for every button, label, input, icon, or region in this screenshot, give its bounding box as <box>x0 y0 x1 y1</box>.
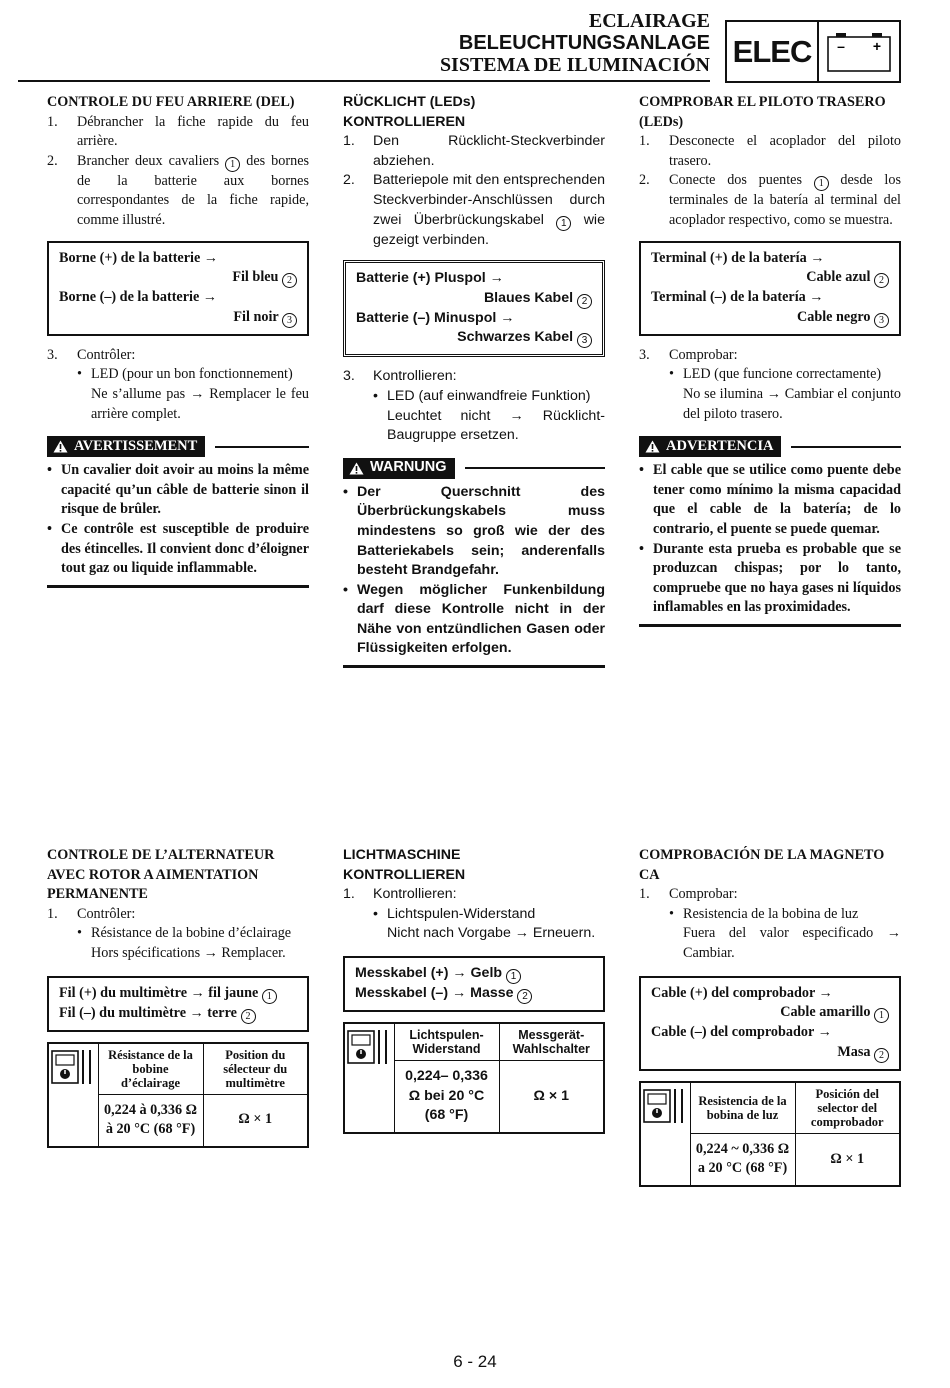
section-label: ELEC <box>727 22 819 81</box>
de-alt-check-item: • Lichtspulen-Widerstand <box>373 905 536 922</box>
es-taillight-section <box>639 93 901 627</box>
warning-badge: AVERTISSEMENT <box>47 436 205 457</box>
fr-taillight-heading: CONTROLE DU FEU ARRIERE (DEL) <box>47 94 295 110</box>
es-check-item: • LED (que funcione correctamente) <box>669 366 882 383</box>
es-step-3: 3. Comprobar: <box>639 346 738 363</box>
es-magneto-heading: COMPROBACIÓN DE LA MAGNETO CA <box>639 847 885 883</box>
de-alt-probe-box: Messkabel (+) → Gelb 1 Messkabel (–) → Masse 2 <box>343 956 605 1012</box>
warning-item: • Wegen möglicher Funkenbildung darf diese Kontrolle nicht in der Nähe von entzündlichen Gasen oder Flüssigkeiten erfolgen. <box>343 581 605 657</box>
de-check-item: • LED (auf einwandfreie Funktion) <box>373 387 591 404</box>
warning-triangle-icon <box>645 440 660 453</box>
de-check-result: Leuchtet nicht → Rücklicht-Baugruppe ersetzen. <box>387 407 605 444</box>
es-connection-box: Terminal (+) de la batería → Cable azul 2 Terminal (–) de la batería → Cable negro 3 <box>639 241 901 336</box>
header-title-fr: ECLAIRAGE <box>588 10 710 32</box>
fr-check-item: • LED (pour un bon fonctionnement) <box>77 366 293 383</box>
header-rule <box>18 80 710 82</box>
multimeter-icon <box>344 1023 394 1133</box>
es-step-2: 2. Conecte dos puentes 1 desde los terminales de la batería al terminal del acoplador respectivo, como se muestra. <box>639 172 901 228</box>
fr-connection-box: Borne (+) de la batterie → Fil bleu 2 Borne (–) de la batterie → Fil noir 3 <box>47 241 309 336</box>
warning-triangle-icon <box>53 440 68 453</box>
header-title-es: SISTEMA DE ILUMINACIÓN <box>439 54 710 76</box>
fr-alt-probe-box: Fil (+) du multimètre → fil jaune 1 Fil (–) du multimètre → terre 2 <box>47 976 309 1032</box>
header-title-de: BELEUCHTUNGSANLAGE <box>458 32 710 54</box>
es-mag-step-1: 1. Comprobar: <box>639 886 738 903</box>
warning-badge: WARNUNG <box>343 458 455 479</box>
es-mag-probe-box: Cable (+) del comprobador → Cable amarillo 1 Cable (–) del comprobador → Masa 2 <box>639 976 901 1071</box>
fr-warning-list <box>47 461 309 588</box>
de-warning-list <box>343 483 605 668</box>
es-warning-header <box>639 436 901 457</box>
de-step-1: 1. Den Rücklicht-Steckverbinder abziehen. <box>343 133 605 169</box>
multimeter-icon <box>640 1082 690 1186</box>
fr-step-2: 2. Brancher deux cavaliers 1 des bornes de la batterie aux bornes correspondantes de la fiche rapide, comme illustré. <box>47 152 310 228</box>
page-number: 6 - 24 <box>453 1352 497 1371</box>
warning-badge: ADVERTENCIA <box>639 436 781 457</box>
header-titles <box>440 10 710 76</box>
de-alternator-heading: LICHTMASCHINE KONTROLLIEREN <box>343 847 466 883</box>
fr-taillight-section <box>47 93 309 588</box>
fr-alternator-section <box>47 846 309 1148</box>
de-step-3: 3. Kontrollieren: <box>343 368 457 385</box>
battery-plus: + <box>872 37 882 54</box>
es-mag-spec-table: Resistencia de la bobina de luz Posición del selector del comprobador 0,224 ~ 0,336 Ω a 20 °C (68 °F) Ω × 1 <box>639 1081 901 1187</box>
es-mag-check-result: Fuera del valor especificado → Cambiar. <box>683 925 901 961</box>
es-check-result: No se ilumina → Cambiar el conjunto del piloto trasero. <box>683 385 901 422</box>
fr-check-result: Ne s’allume pas → Remplacer le feu arrière complet. <box>91 385 309 422</box>
fr-alt-spec-table: Résistance de la bobine d’éclairage Position du sélecteur du multimètre 0,224 à 0,336 Ω à 20 °C (68 °F) Ω × 1 <box>47 1042 309 1148</box>
fr-warning-header <box>47 436 309 457</box>
multimeter-icon <box>48 1043 98 1147</box>
de-alt-spec-table: Lichtspulen-Widerstand Messgerät-Wahlschalter 0,224– 0,336 Ω bei 20 °C (68 °F) Ω × 1 <box>343 1022 605 1134</box>
fr-step-3: 3. Contrôler: <box>47 346 136 363</box>
warning-item: • Ce contrôle est susceptible de produire des étincelles. Il convient donc d’éloigner tout gaz ou liquide inflammable. <box>47 520 309 577</box>
fr-alt-check-result: Hors spécifications → Remplacer. <box>91 944 286 961</box>
warning-item: • Der Querschnitt des Überbrückungskabels muss mindestens so groß wie der des Batteriekabels sein; anderenfalls besteht Brandgefahr. <box>343 483 605 579</box>
es-warning-list <box>639 461 901 627</box>
warning-triangle-icon <box>349 462 364 475</box>
warning-item: • El cable que se utilice como puente debe tener como mínimo la misma capacidad que el cable de la batería; de lo contrario, el puente se puede quemar. <box>639 462 901 537</box>
de-alternator-section <box>343 846 605 1134</box>
de-warning-header <box>343 458 605 479</box>
es-mag-check-item: • Resistencia de la bobina de luz <box>669 905 859 922</box>
ref-number: 1 <box>225 157 240 172</box>
es-step-1: 1. Desconecte el acoplador del piloto trasero. <box>639 133 901 169</box>
de-alt-check-result: Nicht nach Vorgabe → Erneuern. <box>387 925 596 942</box>
fr-step-1: 1. Débrancher la fiche rapide du feu arrière. <box>47 113 309 150</box>
es-magneto-section <box>639 846 901 1187</box>
de-taillight-heading: RÜCKLICHT (LEDs) KONTROLLIEREN <box>343 94 476 130</box>
de-taillight-section <box>343 93 605 668</box>
de-alt-step-1: 1. Kontrollieren: <box>343 886 457 903</box>
battery-minus: – <box>837 37 845 54</box>
battery-icon <box>819 22 899 81</box>
fr-alt-check-item: • Résistance de la bobine d’éclairage <box>77 925 292 942</box>
de-connection-box: Batterie (+) Pluspol → Blaues Kabel 2 Batterie (–) Minuspol → Schwarzes Kabel 3 <box>343 260 605 357</box>
fr-alt-step-1: 1. Contrôler: <box>47 905 136 922</box>
de-step-2: 2. Batteriepole mit den entsprechenden Steckverbinder-Anschlüssen durch zwei Überbrückungskabel 1 wie gezeigt verbinden. <box>343 172 605 248</box>
fr-alternator-heading: CONTROLE DE L’ALTERNATEUR AVEC ROTOR A AIMENTATION PERMANENTE <box>47 847 275 903</box>
es-taillight-heading: COMPROBAR EL PILOTO TRASERO (LEDs) <box>639 94 886 130</box>
warning-item: • Durante esta prueba es probable que se produzcan chispas; por lo tanto, compruebe que no haya gases ni líquidos inflamables en las proximidades. <box>639 540 901 616</box>
warning-item: • Un cavalier doit avoir au moins la même capacité qu’un câble de batterie sinon il risque de brûler. <box>47 462 309 518</box>
section-tab <box>725 20 901 83</box>
